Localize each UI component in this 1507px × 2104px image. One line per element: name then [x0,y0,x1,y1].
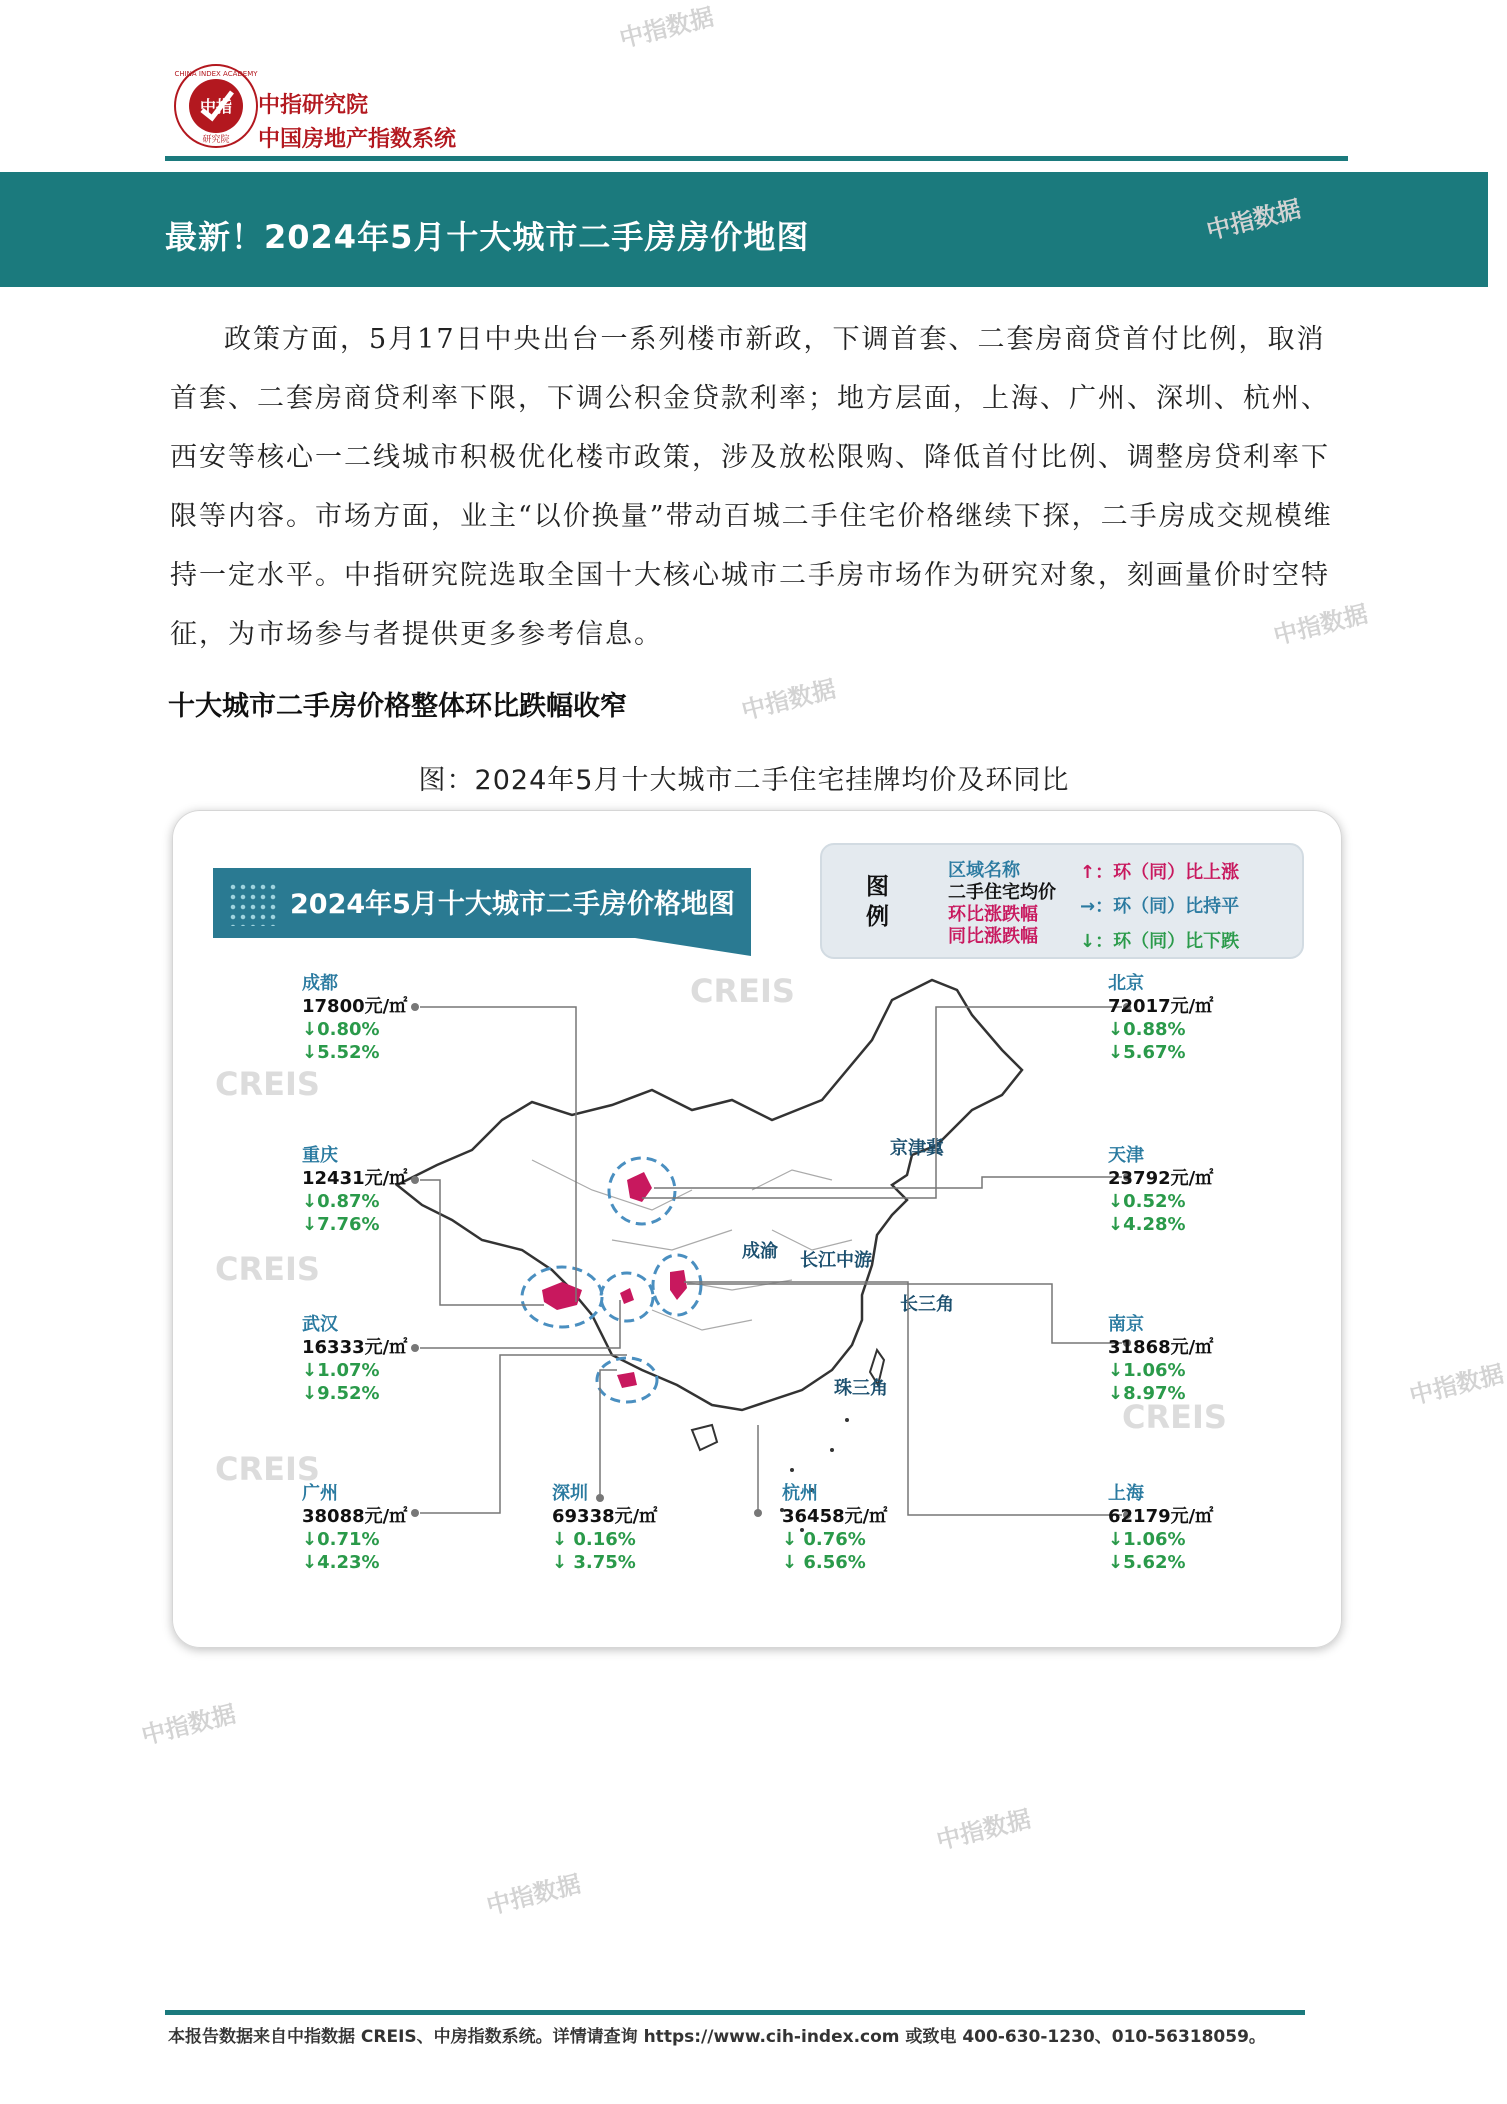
legend-down: ↓：环（同）比下跌 [1080,931,1240,952]
city-shenzhen [552,1482,657,1574]
watermark: 中指数据 [483,1869,584,1921]
watermark-en: CREIS [215,1065,320,1103]
logo-center-text: 中指 [199,97,233,116]
watermark: 中指数据 [933,1804,1034,1856]
city-mom: ↓0.52% [1108,1191,1186,1212]
city-price: 17800元/㎡ [302,996,408,1017]
hainan-island [692,1425,717,1450]
header-divider [165,156,1348,161]
city-yoy: ↓4.28% [1108,1214,1186,1235]
city-name: 深圳 [552,1483,588,1504]
city-mom: ↓1.07% [302,1360,380,1381]
city-name: 杭州 [782,1483,818,1504]
watermark: 中指数据 [138,1699,239,1751]
city-yoy: ↓5.62% [1108,1552,1186,1573]
city-chongqing [302,1144,407,1236]
watermark: 中指数据 [616,2,717,54]
zsj-region-fill [617,1372,637,1388]
city-price: 62179元/㎡ [1108,1506,1214,1527]
region-label-cy: 成渝 [742,1241,778,1262]
city-price: 72017元/㎡ [1108,996,1214,1017]
logo-ring-text: CHINA INDEX ACADEMY [174,70,258,78]
city-price: 69338元/㎡ [552,1506,658,1527]
footer-text: 本报告数据来自中指数据 CREIS、中房指数系统。详情请查询 https://www.cih-index.com 或致电 400-630-1230、010-56318059。 [168,2027,1266,2047]
city-name: 成都 [302,973,338,994]
city-yoy: ↓4.23% [302,1552,380,1573]
city-guangzhou [302,1482,407,1574]
city-yoy: ↓8.97% [1108,1383,1186,1404]
city-nanjing [1108,1313,1213,1405]
logo-bottom-text: 研究院 [202,135,230,145]
watermark: 中指数据 [1203,194,1304,246]
city-mom: ↓1.06% [1108,1360,1186,1381]
org-name: 中指研究院 [258,93,369,118]
figure-caption: 图：2024年5月十大城市二手住宅挂牌均价及环同比 [418,765,1070,796]
city-mom: ↓0.80% [302,1019,380,1040]
intro-text: 政策方面，5月17日中央出台一系列楼市新政，下调首套、二套房商贷首付比例，取消首套、二套房商贷利率下限，下调公积金贷款利率；地方层面，上海、广州、深圳、杭州、西安等核心一二线城市积极优化楼市政策，涉及放松限购、降低首付比例、调整房贷利率下限等内容。市场方面，业主“以价换量”带动百城二手住宅价格继续下探，二手房成交规模维持一定水平。中指研究院选取全国十大核心城市二手房市场作为研究对象，刻画量价时空特征，为市场参与者提供更多参考信息。 [170,324,1333,650]
watermark-en: CREIS [1122,1398,1227,1436]
watermark: 中指数据 [1406,1359,1507,1411]
watermark-en: CREIS [215,1250,320,1288]
region-label-csj: 长三角 [900,1294,954,1315]
city-tianjin [1108,1144,1213,1236]
city-name: 天津 [1108,1145,1144,1166]
city-mom: ↓0.88% [1108,1019,1186,1040]
city-wuhan [302,1313,407,1405]
page-title: 最新！2024年5月十大城市二手房房价地图 [165,218,810,256]
city-yoy: ↓ 6.56% [782,1552,866,1573]
watermark-en: CREIS [690,972,795,1010]
figure-title: 2024年5月十大城市二手房价格地图 [290,889,735,920]
city-yoy: ↓5.67% [1108,1042,1186,1063]
legend-flat: →：环（同）比持平 [1080,896,1240,917]
city-name: 上海 [1108,1483,1144,1504]
city-name: 广州 [302,1483,338,1504]
city-price: 36458元/㎡ [782,1506,888,1527]
china-outline [397,980,1022,1410]
legend-item-region: 区域名称 [948,860,1020,881]
region-label-jjj: 京津冀 [890,1138,944,1159]
city-mom: ↓ 0.76% [782,1529,866,1550]
region-label-cjzy: 长江中游 [800,1250,872,1271]
dots-pattern-icon [228,882,276,926]
region-label-zsj: 珠三角 [834,1378,888,1399]
city-name: 北京 [1108,973,1144,994]
city-yoy: ↓ 3.75% [552,1552,636,1573]
city-yoy: ↓7.76% [302,1214,380,1235]
legend-item-yoy: 同比涨跌幅 [948,926,1038,947]
city-price: 38088元/㎡ [302,1506,408,1527]
city-mom: ↓ 0.16% [552,1529,636,1550]
city-price: 31868元/㎡ [1108,1337,1214,1358]
city-shanghai [1108,1482,1213,1574]
city-beijing [1108,972,1213,1064]
city-price: 23792元/㎡ [1108,1168,1214,1189]
city-name: 武汉 [302,1314,338,1335]
org-subtitle: 中国房地产指数系统 [258,127,457,152]
city-yoy: ↓9.52% [302,1383,380,1404]
legend-item-price: 二手住宅均价 [948,882,1056,903]
city-name: 重庆 [302,1145,338,1166]
city-mom: ↓1.06% [1108,1529,1186,1550]
legend-item-mom: 环比涨跌幅 [948,904,1038,925]
title-bar-tail [635,938,751,956]
legend-up: ↑：环（同）比上涨 [1080,862,1240,883]
legend-heading: 图例 [866,874,889,930]
city-mom: ↓0.71% [302,1529,380,1550]
watermark: 中指数据 [738,674,839,726]
city-yoy: ↓5.52% [302,1042,380,1063]
footer-divider [165,2010,1305,2015]
academy-logo [172,62,260,150]
watermark: 中指数据 [1270,599,1371,651]
city-hangzhou [782,1482,887,1574]
city-chengdu [302,972,407,1064]
city-price: 16333元/㎡ [302,1337,408,1358]
watermark-en: CREIS [215,1450,320,1488]
city-mom: ↓0.87% [302,1191,380,1212]
intro-paragraph [170,310,1350,664]
section-heading: 十大城市二手房价格整体环比跌幅收窄 [168,691,627,722]
city-price: 12431元/㎡ [302,1168,408,1189]
city-name: 南京 [1108,1314,1144,1335]
